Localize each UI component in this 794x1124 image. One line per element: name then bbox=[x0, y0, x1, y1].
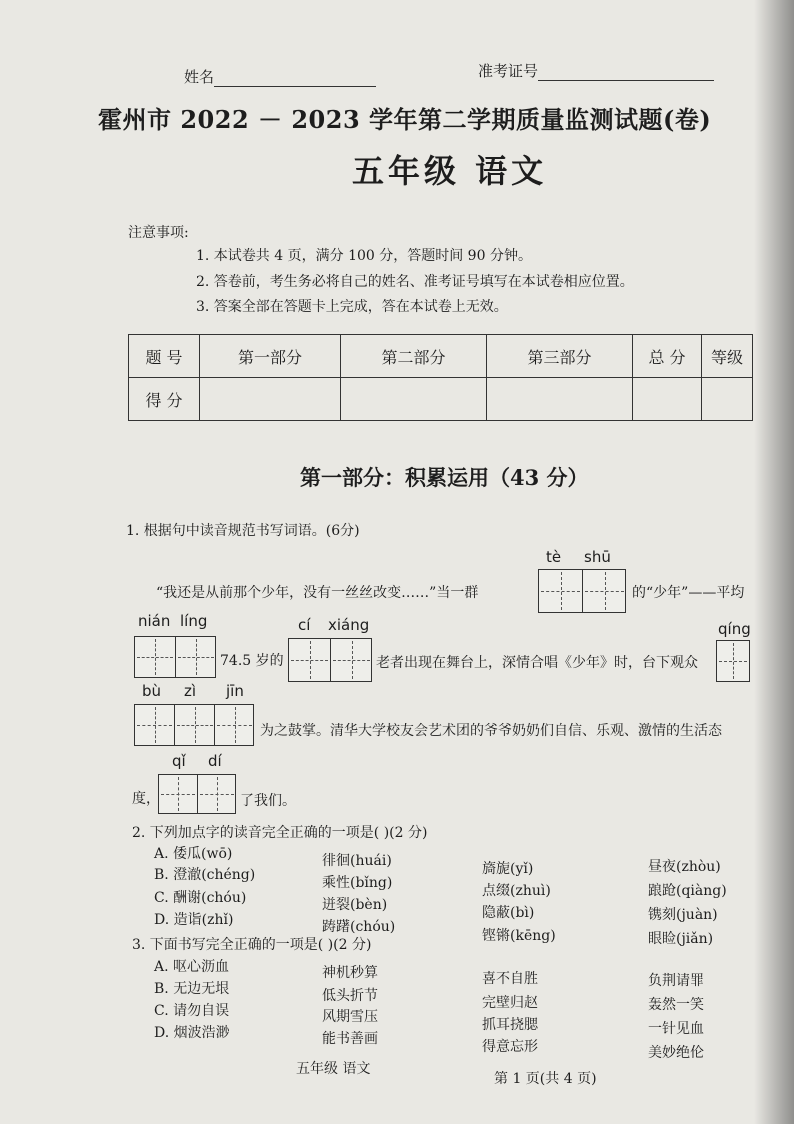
exam-subtitle: 五年级 语文 bbox=[352, 152, 548, 190]
q3-option-a-4: 负荆请罪 bbox=[648, 973, 704, 989]
q3-option-c-1: C. 请勿自误 bbox=[154, 1003, 230, 1019]
q2-option-d-3: 铿锵(kēng) bbox=[482, 928, 556, 944]
q1-paragraph-line-4-start: 度， bbox=[132, 791, 160, 807]
footer-subject: 五年级 语文 bbox=[296, 1061, 371, 1077]
answer-grid-buzijin[interactable] bbox=[134, 704, 254, 746]
pinyin: dí bbox=[208, 752, 222, 770]
pinyin: shū bbox=[584, 548, 611, 566]
q1-paragraph-line-1-end: 的“少年”——平均 bbox=[632, 585, 745, 601]
exam-no-blank bbox=[538, 64, 714, 81]
notice-item-3: 3. 答案全部在答题卡上完成，答在本试卷上无效。 bbox=[196, 299, 508, 315]
exam-no-label: 准考证号 bbox=[478, 62, 539, 80]
answer-grid-qing[interactable] bbox=[716, 640, 750, 682]
score-table-cell: 等级 bbox=[702, 335, 753, 378]
q2-option-b-3: 点缀(zhuì) bbox=[482, 883, 551, 899]
q2-option-a-1: A. 倭瓜(wō) bbox=[154, 846, 233, 862]
pinyin: jīn bbox=[226, 682, 244, 700]
score-table-cell: 第一部分 bbox=[200, 335, 341, 378]
score-blank-cell[interactable] bbox=[341, 378, 487, 421]
score-table-cell: 题 号 bbox=[129, 335, 200, 378]
q3-option-c-3: 抓耳挠腮 bbox=[482, 1017, 538, 1033]
q3-option-c-4: 一针见血 bbox=[648, 1021, 704, 1037]
score-table-cell: 总 分 bbox=[633, 335, 702, 378]
pinyin: nián bbox=[138, 612, 171, 630]
name-label: 姓名 bbox=[184, 68, 215, 86]
section1-title: 第一部分：积累运用（43 分） bbox=[300, 465, 589, 490]
q3-option-b-1: B. 无边无垠 bbox=[154, 981, 230, 997]
q3-option-a-3: 喜不自胜 bbox=[482, 971, 538, 987]
score-blank-cell[interactable] bbox=[633, 378, 702, 421]
pinyin: zì bbox=[184, 682, 197, 700]
answer-grid-qidi[interactable] bbox=[158, 774, 236, 814]
answer-grid-teshu[interactable] bbox=[538, 569, 626, 613]
score-blank-cell[interactable] bbox=[702, 378, 753, 421]
q2-option-d-4: 眼睑(jiǎn) bbox=[648, 931, 714, 947]
exam-title: 霍州市 2022 － 2023 学年第二学期质量监测试题(卷) bbox=[98, 105, 712, 134]
score-table-cell: 得 分 bbox=[129, 378, 200, 421]
q3-option-a-2: 神机秒算 bbox=[322, 965, 378, 981]
q2-stem: 2. 下列加点字的读音完全正确的一项是( )(2 分) bbox=[132, 825, 428, 841]
q1-paragraph-line-3-end: 为之鼓掌。清华大学校友会艺术团的爷爷奶奶们自信、乐观、激情的生活态 bbox=[260, 723, 722, 739]
pinyin: tè bbox=[546, 548, 562, 566]
score-table-header-row bbox=[129, 335, 753, 378]
q2-option-a-4: 昼夜(zhòu) bbox=[648, 859, 721, 875]
score-table-cell: 第二部分 bbox=[341, 335, 487, 378]
q3-option-b-3: 完壁归赵 bbox=[482, 995, 538, 1011]
q3-option-d-2: 能书善画 bbox=[322, 1031, 378, 1047]
name-blank bbox=[214, 70, 376, 87]
q2-option-b-2: 乘性(bǐng) bbox=[322, 875, 393, 891]
q2-option-c-3: 隐蔽(bì) bbox=[482, 905, 535, 921]
q2-option-d-2: 踌躇(chóu) bbox=[322, 919, 396, 935]
q2-option-a-3: 旖旎(yǐ) bbox=[482, 861, 534, 877]
q3-option-c-2: 风期雪压 bbox=[322, 1009, 378, 1025]
q1-paragraph-line-1: “我还是从前那个少年，没有一丝丝改变……”当一群 bbox=[156, 585, 479, 601]
q2-option-c-2: 迸裂(bèn) bbox=[322, 897, 388, 913]
answer-grid-cixiang[interactable] bbox=[288, 638, 372, 682]
score-table bbox=[128, 334, 753, 421]
q3-option-b-2: 低头折节 bbox=[322, 988, 378, 1004]
pinyin: qǐ bbox=[172, 752, 186, 770]
q2-option-b-1: B. 澄澈(chéng) bbox=[154, 867, 256, 883]
q3-option-b-4: 轰然一笑 bbox=[648, 997, 704, 1013]
pinyin: cí bbox=[298, 616, 311, 634]
name-field bbox=[184, 66, 376, 87]
notice-item-1: 1. 本试卷共 4 页，满分 100 分，答题时间 90 分钟。 bbox=[196, 248, 532, 264]
score-table-cell: 第三部分 bbox=[487, 335, 633, 378]
q1-paragraph-line-4-end: 了我们。 bbox=[240, 793, 296, 809]
exam-no-field bbox=[478, 60, 714, 81]
q2-option-c-1: C. 酬谢(chóu) bbox=[154, 890, 247, 906]
answer-grid-nianling[interactable] bbox=[134, 636, 216, 678]
notice-label: 注意事项: bbox=[128, 225, 189, 241]
q3-option-d-4: 美妙绝伦 bbox=[648, 1045, 704, 1061]
score-blank-cell[interactable] bbox=[200, 378, 341, 421]
pinyin: xiáng bbox=[328, 616, 370, 634]
q1-paragraph-line-2-mid: 74.5 岁的 bbox=[220, 653, 284, 669]
pinyin: bù bbox=[142, 682, 162, 700]
q1-stem: 1. 根据句中读音规范书写词语。(6分) bbox=[126, 523, 360, 539]
q3-option-d-1: D. 烟波浩渺 bbox=[154, 1025, 230, 1041]
notice-item-2: 2. 答卷前，考生务必将自己的姓名、准考证号填写在本试卷相应位置。 bbox=[196, 274, 634, 290]
q2-option-a-2: 徘徊(huái) bbox=[322, 853, 392, 869]
footer-page-number: 第 1 页(共 4 页) bbox=[494, 1071, 597, 1087]
score-blank-cell[interactable] bbox=[487, 378, 633, 421]
q2-option-c-4: 镌刻(juàn) bbox=[648, 907, 718, 923]
q3-option-d-3: 得意忘形 bbox=[482, 1039, 538, 1055]
pinyin: qíng bbox=[718, 620, 751, 638]
page-edge-shadow bbox=[754, 0, 794, 1124]
score-table-score-row bbox=[129, 378, 753, 421]
q2-option-b-4: 踉跄(qiàng) bbox=[648, 883, 727, 899]
q1-paragraph-line-2-end: 老者出现在舞台上，深情合唱《少年》时，台下观众 bbox=[376, 655, 698, 671]
q2-option-d-1: D. 造诣(zhǐ) bbox=[154, 912, 234, 928]
pinyin: líng bbox=[180, 612, 208, 630]
q3-stem: 3. 下面书写完全正确的一项是( )(2 分) bbox=[132, 937, 372, 953]
q3-option-a-1: A. 呕心沥血 bbox=[154, 959, 230, 975]
